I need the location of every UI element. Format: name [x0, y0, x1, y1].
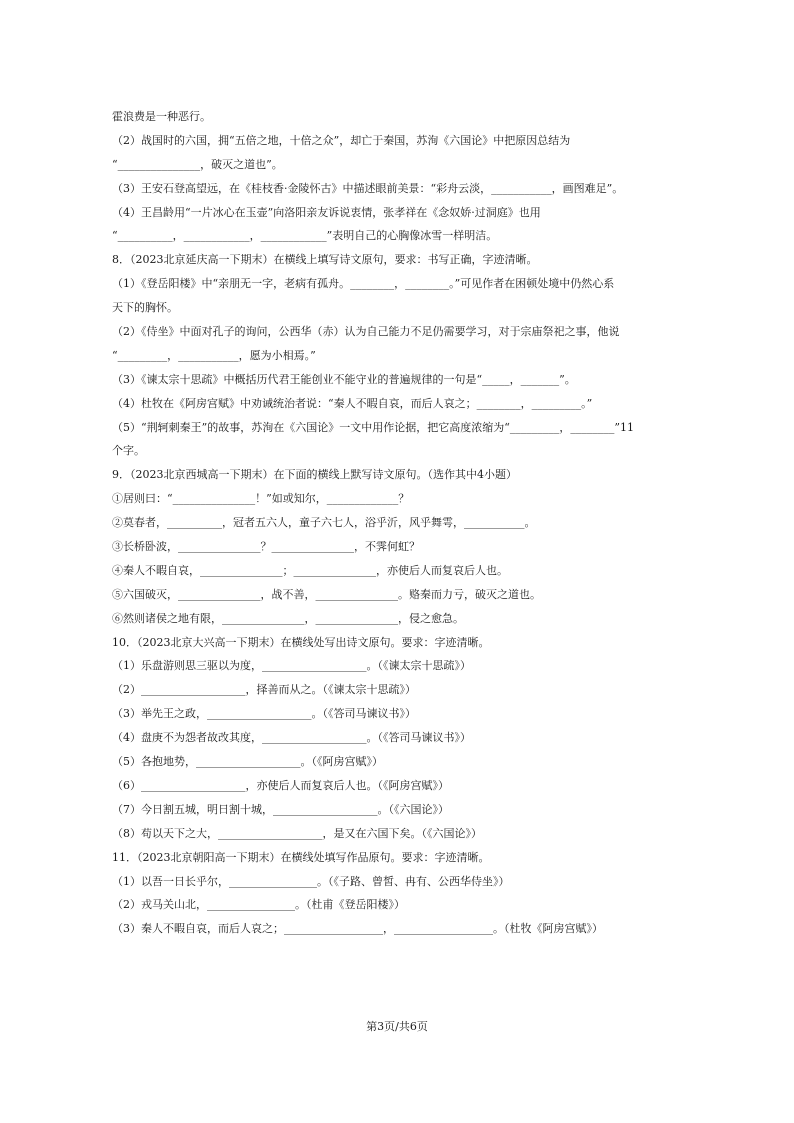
text-line: （1）《登岳阳楼》中“亲朋无一字，老病有孤舟。________，________。”可见作者在困顿处境中仍然心系 [112, 277, 615, 291]
text-line: （2）___________________，择善而从之。（《谏太宗十思疏》） [112, 683, 416, 697]
text-line: ⑥然则诸侯之地有限，_______________，_______________，侵之愈急。 [112, 611, 464, 625]
text-line: （3）《谏太宗十思疏》中概括历代君王能创业不能守业的普遍规律的一句是“_____，_______”。 [112, 372, 576, 386]
question-heading: 9．（2023北京西城高一下期末）在下面的横线上默写诗文原句。（选作其中4小题） [112, 468, 517, 482]
text-line: 天下的胸怀。 [112, 301, 178, 315]
text-line: （3）举先王之政，___________________。（《答司马谏议书》） [112, 707, 416, 721]
text-line: （2）戎马关山北，________________。（杜甫《登岳阳楼》） [112, 898, 405, 912]
text-line: 个字。 [112, 444, 145, 458]
page-number: 第3页/共6页 [366, 1020, 428, 1033]
text-line: （4）王昌龄用“一片冰心在玉壶”向洛阳亲友诉说衷情，张孝祥在《念奴娇·过洞庭》也用 [112, 205, 541, 219]
text-line: 霍浪费是一种恶行。 [112, 110, 211, 123]
text-line: “_________，___________，愿为小相焉。” [112, 348, 316, 362]
text-line: （4）盘庚不为怨者故改其度，___________________。（《答司马谏议书》） [112, 731, 471, 745]
text-line: （7）今日割五城，明日割十城，___________________。（《六国论》） [112, 802, 449, 816]
document-body [112, 105, 682, 941]
text-line: （1）乐盘游则思三驱以为度，___________________。（《谏太宗十思疏》） [112, 659, 471, 673]
text-line: （3）王安石登高望远，在《桂枝香·金陵怀古》中描述眼前美景：“彩舟云淡，___________，画图难足”。 [112, 181, 624, 195]
question-heading: 11．（2023北京朝阳高一下期末）在横线处填写作品原句。要求：字迹清晰。 [112, 850, 490, 864]
text-line: （8）苟以天下之大，___________________，是又在六国下矣。（《六国论》） [112, 826, 482, 840]
text-line: “__________，____________，____________”表明自己的心胸像冰雪一样明洁。 [112, 229, 498, 243]
question-heading: 8．（2023北京延庆高一下期末）在横线上填写诗文原句，要求：书写正确，字迹清晰。 [112, 253, 538, 267]
text-line: （6）___________________，亦使后人而复哀后人也。（《阿房宫赋》） [112, 778, 449, 792]
text-line: （5）“荆轲刺秦王”的故事，苏洵在《六国论》一文中用作论据，把它高度浓缩为“_________，________”11 [112, 420, 634, 434]
text-line: （5）各抱地势，___________________。（《阿房宫赋》） [112, 755, 383, 769]
text-line: （2）《侍坐》中面对孔子的询问，公西华（赤）认为自己能力不足仍需要学习，对于宗庙祭祀之事，他说 [112, 325, 620, 339]
text-line: ⑤六国破灭，_______________，战不善，_______________。赂秦而力亏，破灭之道也。 [112, 587, 541, 601]
text-line: （2）战国时的六国，拥“五倍之地，十倍之众”，却亡于秦国，苏洵《六国论》中把原因总结为 [112, 133, 571, 147]
text-line: ③长桥卧波，_______________？_______________，不霁何虹？ [112, 540, 420, 554]
text-line: ②莫春者，__________，冠者五六人，童子六七人，浴乎沂，风乎舞雩，___________。 [112, 516, 536, 530]
question-heading: 10．（2023北京大兴高一下期末）在横线处写出诗文原句。要求：字迹清晰。 [112, 635, 490, 649]
text-line: （4）杜牧在《阿房宫赋》中劝诫统治者说：“秦人不暇自哀，而后人哀之；________，_________。” [112, 396, 593, 410]
text-line: （3）秦人不暇自哀，而后人哀之；__________________，__________________。（杜牧《阿房宫赋》） [112, 922, 603, 936]
text-line: “_______________，破灭之道也”。 [112, 157, 283, 171]
text-line: ①居则曰：“_______________！”如或知尔，_____________？ [112, 492, 410, 506]
text-line: （1）以吾一日长乎尔，________________。（《子路、曾皙、冉有、公西华侍坐》） [112, 874, 510, 888]
text-line: ④秦人不暇自哀，_______________；_______________，亦使后人而复哀后人也。 [112, 563, 508, 577]
